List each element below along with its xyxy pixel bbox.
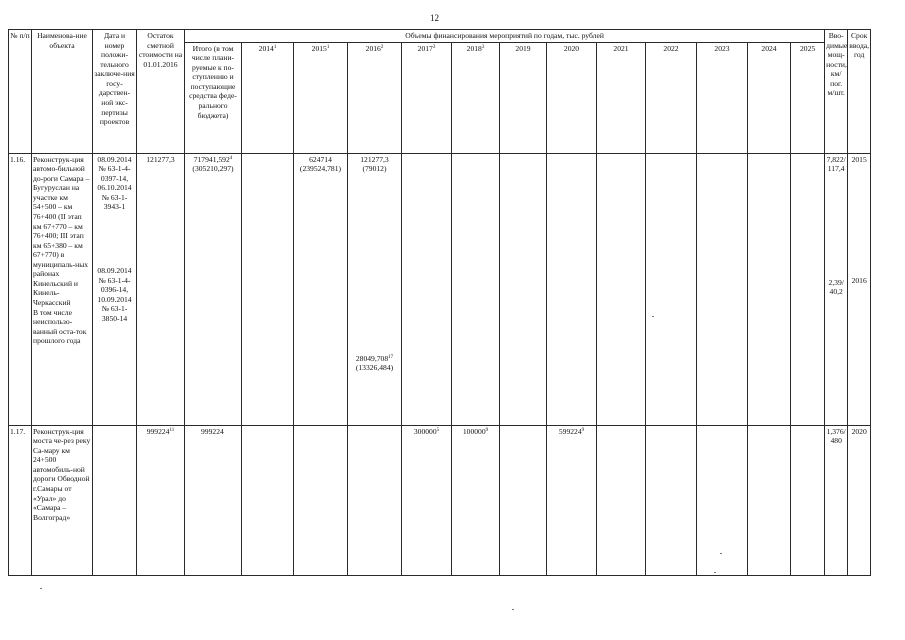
year-2014-value [242,425,294,575]
year-2022-value [646,153,697,425]
year-2024-value [748,153,791,425]
capacity-value: 7,822/ 117,4 2,39/ 40,2 [825,153,848,425]
scan-speck [720,553,722,554]
year-2020-value: 599224$^9$ [547,425,597,575]
deadline-value: 2020 [848,425,871,575]
year-2018-value: 100000$^9$ [452,425,500,575]
header-total: Итого (в том числе плани-руемые к по-ступлению и поступающие средства феде-рального бюджета) [185,42,242,153]
page-number: 12 [430,13,439,23]
header-year: 2015$^1$ [294,42,348,153]
header-year: 2023 [697,42,748,153]
year-2025-value [791,153,825,425]
row-number: 1.16. [9,153,32,425]
scan-speck [40,588,42,589]
object-name: Реконструк-ция автомо-бильной до-роги Самара – Бугуруслан на участке км 54+500 – км 76+400 (II этап км 67+770 – км 76+400; III этап км 65+380 – км 67+770) в муниципаль-ных районах Кинельский и Кинель-Черкасский В том числе неиспользо-ванный оста-ток прошлого года [32,153,93,425]
header-year: 2025 [791,42,825,153]
capacity-value: 1,376/ 480 [825,425,848,575]
expertise-date [93,425,137,575]
scan-speck [652,316,654,317]
deadline-value: 2015 2016 [848,153,871,425]
year-2023-value [697,153,748,425]
header-deadline: Срок ввода, год [848,30,871,154]
year-2016-value [348,425,402,575]
balance-value: 121277,3 [137,153,185,425]
year-2015-value [294,425,348,575]
year-2015-value: 624714 (239524,781) [294,153,348,425]
row-number: 1.17. [9,425,32,575]
scan-speck [714,572,716,573]
year-2017-value [402,153,452,425]
scan-speck [512,609,514,610]
financing-table [8,29,871,576]
year-2017-value: 300000$^5$ [402,425,452,575]
header-year: 2024 [748,42,791,153]
header-balance: Остаток сметной стоимости на 01.01.2016 [137,30,185,154]
header-num: № п/п [9,30,32,154]
header-capacity: Вво-димые мощ-ности, км/ пог. м/шт. [825,30,848,154]
year-2021-value [597,153,646,425]
year-2022-value [646,425,697,575]
table-row [9,153,871,425]
header-row-top [9,30,871,43]
balance-value: 999224$^{11}$ [137,425,185,575]
header-year: 2020 [547,42,597,153]
object-name: Реконструк-ция моста че-рез реку Са-мару км 24+500 автомобиль-ной дороги Обводной г.Самары от «Урал» до «Самара – Волгоград» [32,425,93,575]
year-2019-value [500,425,547,575]
year-2023-value [697,425,748,575]
header-year: 2014$^1$ [242,42,294,153]
year-2020-value [547,153,597,425]
header-year: 2022 [646,42,697,153]
year-2024-value [748,425,791,575]
header-year: 2018$^3$ [452,42,500,153]
year-2014-value [242,153,294,425]
total-value: 717941,592$^4$ (305210,297) [185,153,242,425]
header-year: 2017$^3$ [402,42,452,153]
year-2018-value [452,153,500,425]
year-2019-value [500,153,547,425]
total-value: 999224 [185,425,242,575]
header-volumes-title: Объемы финансирования мероприятий по годам, тыс. рублей [185,30,825,43]
header-year: 2019 [500,42,547,153]
header-expertise-date: Дата и номер положи-тельного заключе-ния госу-дарствен-ной экс-пертизы проектов [93,30,137,154]
header-year: 2021 [597,42,646,153]
year-2021-value [597,425,646,575]
year-2025-value [791,425,825,575]
header-object-name: Наименова-ние объекта [32,30,93,154]
table-row [9,425,871,575]
header-year: 2016$^2$ [348,42,402,153]
year-2016-value: 121277,3 (79012) 28049,708$^{17}$ (13326,484) [348,153,402,425]
expertise-date: 08.09.2014 № 63-1-4-0397-14, 06.10.2014 № 63-1-3943-1 08.09.2014 № 63-1-4-0396-14, 10.09.2014 № 63-1-3850-14 [93,153,137,425]
